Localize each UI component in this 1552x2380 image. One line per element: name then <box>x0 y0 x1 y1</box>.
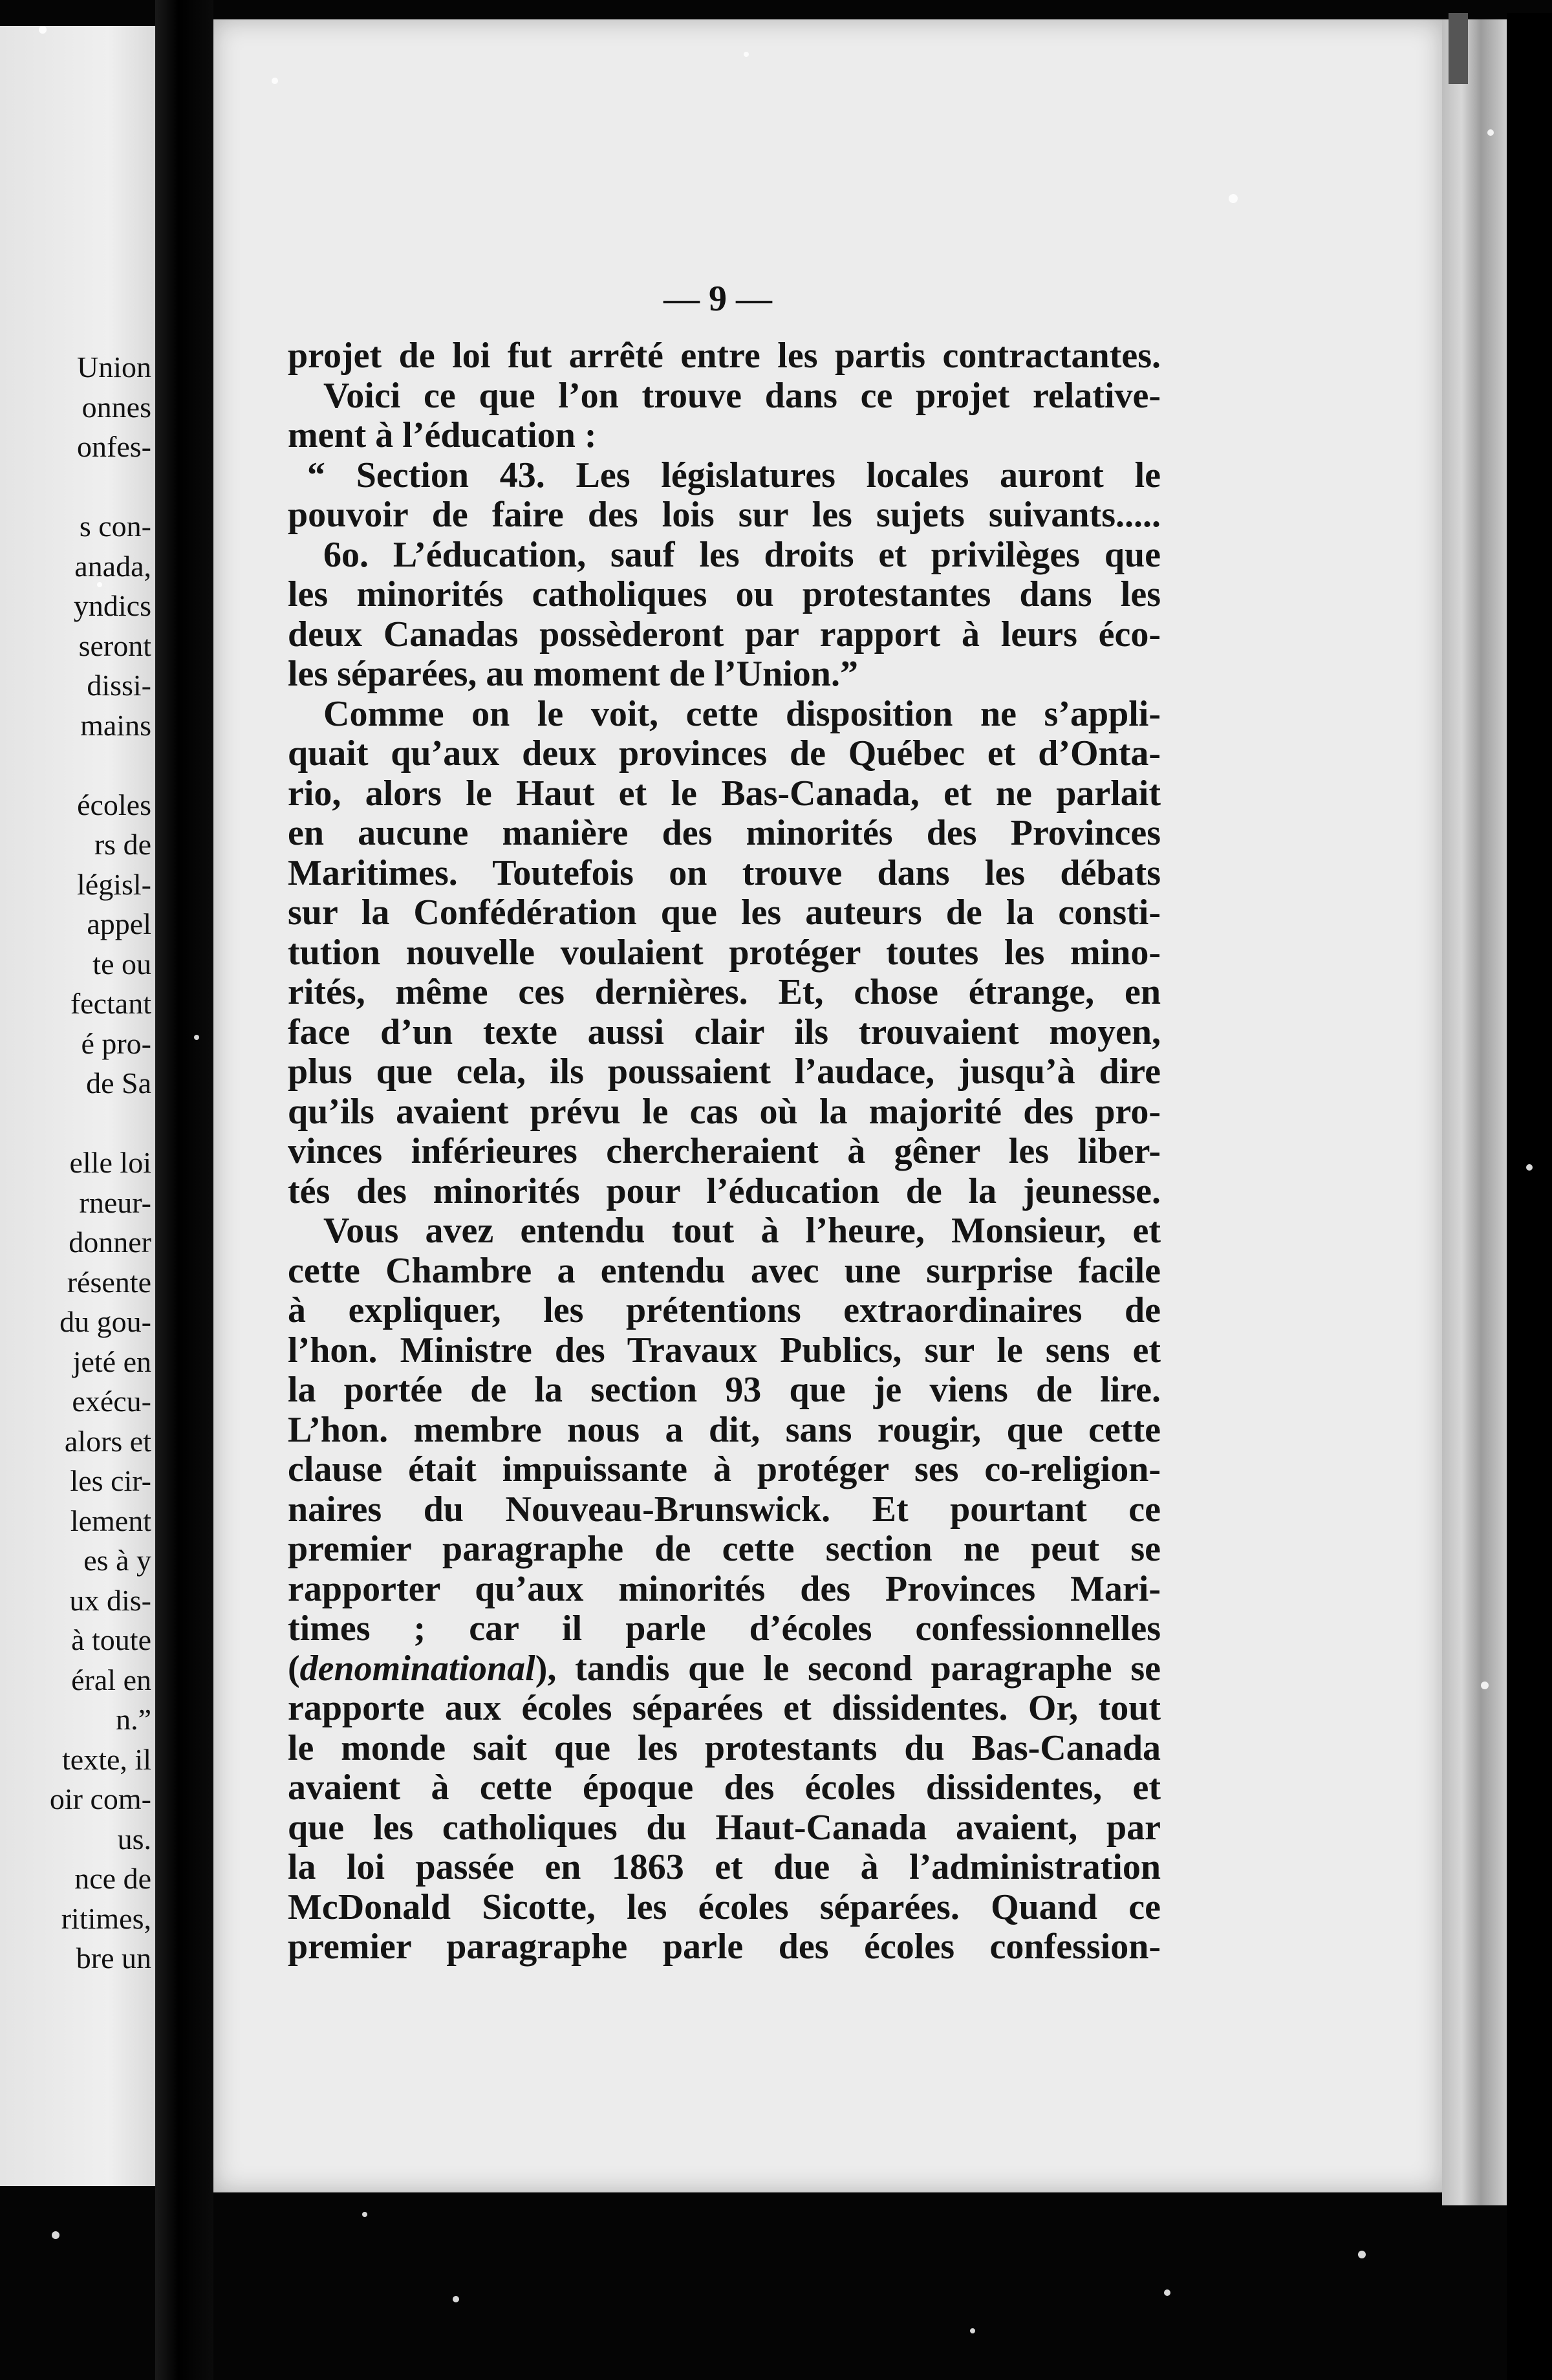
left-page-fragment: anada, <box>74 549 151 583</box>
text-line: Voici ce que l’on trouve dans ce projet relative- <box>323 375 1161 416</box>
text-line: avaient à cette époque des écoles dissidentes, et <box>288 1768 1161 1808</box>
dust-speck <box>52 2231 59 2239</box>
left-page-fragment: s con- <box>79 510 151 543</box>
text-line: tés des minorités pour l’éducation de la jeunesse. <box>288 1171 1161 1211</box>
left-page-fragment: résente <box>67 1265 151 1299</box>
text-line: les séparées, au moment de l’Union.” <box>288 654 858 694</box>
text-line: deux Canadas possèderont par rapport à leurs éco- <box>288 614 1161 654</box>
left-page-fragment: é pro- <box>81 1026 151 1060</box>
left-page-fragment: yndics <box>73 589 151 622</box>
dust-speck <box>744 52 749 57</box>
left-page-fragment: les cir- <box>70 1464 151 1497</box>
left-page-fragment: onfes- <box>77 430 151 463</box>
left-page-fragment: ritimes, <box>61 1901 151 1935</box>
left-page-fragment: rs de <box>94 828 151 861</box>
left-page-fragment: bre un <box>76 1942 151 1974</box>
text-line: sur la Confédération que les auteurs de la consti- <box>288 892 1161 933</box>
left-page-fragment: mains <box>80 708 151 742</box>
spine-mark <box>1449 13 1468 84</box>
left-page-fragment: nce de <box>74 1862 151 1895</box>
text-line: tution nouvelle voulaient protéger toutes les mino- <box>288 932 1161 973</box>
left-page-fragment: législ- <box>77 867 151 901</box>
dust-speck <box>39 26 47 34</box>
left-page-fragment: Union <box>77 351 151 384</box>
left-page-fragment: onnes <box>81 390 151 424</box>
dust-speck <box>97 582 102 587</box>
left-page-fragment: texte, il <box>62 1742 151 1776</box>
left-page-fragment: te ou <box>92 947 151 980</box>
left-page-fragment: éral en <box>71 1663 151 1696</box>
text-line: vinces inférieures chercheraient à gêner les liber- <box>288 1131 1161 1171</box>
book-gutter <box>155 0 213 2380</box>
text-line: premier paragraphe parle des écoles confession- <box>288 1927 1161 1967</box>
text-line: 6o. L’éducation, sauf les droits et privilèges que <box>323 534 1161 575</box>
text-line: Comme on le voit, cette disposition ne s’appli- <box>323 693 1161 734</box>
left-page-fragment: de Sa <box>86 1066 151 1099</box>
text-line: quait qu’aux deux provinces de Québec et d’Onta- <box>288 733 1161 774</box>
page-edges <box>1442 19 1507 2205</box>
dust-speck <box>194 1035 199 1040</box>
left-page-fragment: appel <box>87 907 151 940</box>
text-line: premier paragraphe de cette section ne peut se <box>288 1529 1161 1569</box>
left-page-fragment: donner <box>69 1226 151 1259</box>
left-page-fragment: lement <box>70 1504 151 1537</box>
left-page-fragment: à toute <box>71 1623 151 1656</box>
text-line: l’hon. Ministre des Travaux Publics, sur le sens et <box>288 1330 1161 1370</box>
text-line: “ Section 43. Les législatures locales auront le <box>307 455 1161 495</box>
dust-speck <box>1481 1682 1489 1689</box>
text-line: la loi passée en 1863 et due à l’administration <box>288 1847 1161 1887</box>
text-line: face d’un texte aussi clair ils trouvaient moyen, <box>288 1012 1161 1052</box>
left-page-fragment: alors et <box>64 1424 151 1458</box>
page-number: — 9 — <box>663 279 772 319</box>
text-line: cette Chambre a entendu avec une surprise facile <box>288 1250 1161 1291</box>
left-page-fragment: n.” <box>116 1703 151 1736</box>
text-line: ment à l’éducation : <box>288 415 597 455</box>
text-line: naires du Nouveau-Brunswick. Et pourtant ce <box>288 1489 1161 1530</box>
left-page-fragment: rneur- <box>79 1185 151 1219</box>
text-line: Maritimes. Toutefois on trouve dans les débats <box>288 852 1161 893</box>
text-line: projet de loi fut arrêté entre les partis contractantes. <box>288 336 1161 376</box>
text-line: times ; car il parle d’écoles confessionnelles <box>288 1608 1161 1649</box>
text-line: pouvoir de faire des lois sur les sujets suivants..... <box>288 495 1161 535</box>
text-line: rapporter qu’aux minorités des Provinces Mari- <box>288 1568 1161 1609</box>
dust-speck <box>1358 2251 1366 2258</box>
dust-speck <box>970 2328 975 2333</box>
text-line: à expliquer, les prétentions extraordinaires de <box>288 1290 1161 1330</box>
dust-speck <box>272 78 278 84</box>
text-line: rio, alors le Haut et le Bas-Canada, et ne parlait <box>288 773 1161 814</box>
dust-speck <box>453 2296 459 2302</box>
text-line: Vous avez entendu tout à l’heure, Monsieur, et <box>323 1211 1161 1251</box>
text-line: plus que cela, ils poussaient l’audace, jusqu’à dire <box>288 1052 1161 1092</box>
dust-speck <box>1229 194 1238 203</box>
text-line: qu’ils avaient prévu le cas où la majorité des pro- <box>288 1091 1161 1132</box>
italic-term: denominational <box>299 1648 535 1689</box>
left-page-fragment: ux dis- <box>69 1583 151 1617</box>
left-page-fragment: oir com- <box>49 1782 151 1815</box>
text-line: que les catholiques du Haut-Canada avaient, par <box>288 1807 1161 1848</box>
left-page-fragment: du gou- <box>59 1305 151 1338</box>
left-page-fragment: seront <box>78 629 151 662</box>
left-page-fragment: fectant <box>70 987 151 1020</box>
dust-speck <box>1526 1164 1533 1171</box>
text-line: L’hon. membre nous a dit, sans rougir, que cette <box>288 1409 1161 1450</box>
left-page-fragment: exécu- <box>72 1385 151 1418</box>
text-line: clause était impuissante à protéger ses co-religion- <box>288 1449 1161 1489</box>
text-line: en aucune manière des minorités des Provinces <box>288 813 1161 853</box>
body-text <box>288 336 1161 1967</box>
text-line: la portée de la section 93 que je viens de lire. <box>288 1370 1161 1410</box>
left-page-fragment: jeté en <box>72 1345 151 1378</box>
film-border-right <box>1507 13 1552 2380</box>
left-page-fragment: us. <box>117 1822 151 1855</box>
text-line: le monde sait que les protestants du Bas-Canada <box>288 1727 1161 1768</box>
text-line: rités, même ces dernières. Et, chose étrange, en <box>288 972 1161 1012</box>
text-line: rapporte aux écoles séparées et dissidentes. Or, tout <box>288 1688 1161 1728</box>
left-page-fragment: écoles <box>77 788 151 821</box>
text-line: (denominational), tandis que le second paragraphe se <box>288 1648 1161 1689</box>
left-facing-page <box>0 26 155 2186</box>
dust-speck <box>1487 129 1494 136</box>
left-page-fragment: es à y <box>83 1544 151 1577</box>
text-line: les minorités catholiques ou protestantes dans les <box>288 574 1161 614</box>
left-page-fragment: elle loi <box>69 1146 151 1179</box>
dust-speck <box>1164 2289 1170 2296</box>
dust-speck <box>362 2212 367 2217</box>
text-line: McDonald Sicotte, les écoles séparées. Quand ce <box>288 1887 1161 1927</box>
left-page-fragment: dissi- <box>87 669 151 702</box>
